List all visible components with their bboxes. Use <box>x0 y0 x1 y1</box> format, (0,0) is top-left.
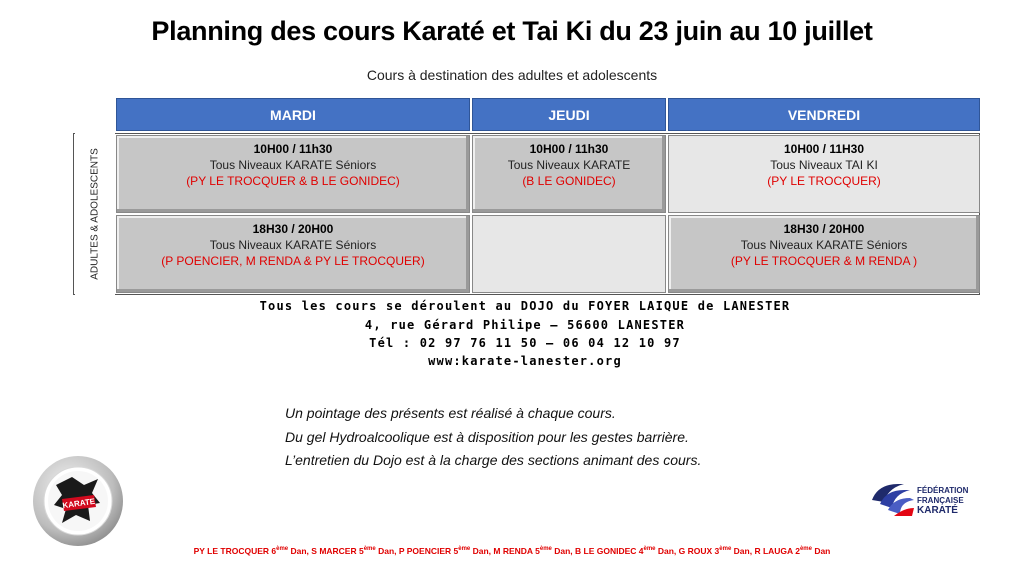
footer-text: Dan, M RENDA 5 <box>470 546 540 556</box>
footer-sup: ème <box>643 546 656 553</box>
dojo-phone: Tél : 02 97 76 11 50 – 06 04 12 10 97 <box>369 336 681 350</box>
club-logo <box>32 455 124 547</box>
cell-level: Tous Niveaux TAI KI <box>770 158 878 172</box>
cell-teachers: (PY LE TROCQUER) <box>767 174 881 188</box>
cell-mardi-evening <box>116 215 470 293</box>
note-cleaning: L’entretien du Dojo est à la charge des sections animant des cours. <box>285 452 702 468</box>
cell-jeudi-morning <box>472 135 666 213</box>
footer-sup: ème <box>458 546 471 553</box>
note-attendance: Un pointage des présents est réalisé à chaque cours. <box>285 405 616 421</box>
cell-vendredi-morning <box>668 135 980 213</box>
ffk-line3: KARATÉ <box>917 505 958 516</box>
cell-time: 18H30 / 20H00 <box>783 222 865 236</box>
footer-sup: ème <box>276 546 289 553</box>
day-header-vendredi: VENDREDI <box>668 98 980 131</box>
ffk-wordmark <box>917 486 968 516</box>
page-subtitle: Cours à destination des adultes et adolescents <box>366 67 658 83</box>
footer-sup: ème <box>799 546 812 553</box>
footer-sup: ème <box>363 546 376 553</box>
footer-sup: ème <box>719 546 732 553</box>
ffk-line1: FÉDÉRATION <box>917 486 969 495</box>
day-header-mardi: MARDI <box>116 98 470 131</box>
cell-teachers: (B LE GONIDEC) <box>522 174 616 188</box>
row-header-blank <box>32 133 74 295</box>
footer-text: Dan, G ROUX 3 <box>655 546 720 556</box>
footer-text: Dan, B LE GONIDEC 4 <box>551 546 644 556</box>
ffk-line2: FRANÇAISE <box>917 496 964 505</box>
note-gel: Du gel Hydroalcoolique est à disposition pour les gestes barrière. <box>285 429 689 445</box>
cell-teachers: (PY LE TROCQUER & M RENDA ) <box>730 254 918 268</box>
club-logo-text: KARATE <box>61 496 96 511</box>
footer-text: Dan, S MARCER 5 <box>288 546 364 556</box>
footer-text: PY LE TROCQUER 6 <box>193 546 277 556</box>
cell-time: 10H00 / 11h30 <box>529 142 609 156</box>
cell-level: Tous Niveaux KARATE Séniors <box>209 158 377 172</box>
cell-time: 18H30 / 20H00 <box>252 222 334 236</box>
cell-jeudi-evening-empty <box>472 215 666 293</box>
footer-text: Dan, R LAUGA 2 <box>731 546 800 556</box>
cell-time: 10H00 / 11h30 <box>253 142 333 156</box>
row-label: ADULTES & ADOLESCENTS <box>89 148 101 280</box>
cell-level: Tous Niveaux KARATE Séniors <box>209 238 377 252</box>
footer-sup: ème <box>539 546 552 553</box>
dojo-website: www:karate-lanester.org <box>428 354 622 368</box>
cell-level: Tous Niveaux KARATE <box>507 158 631 172</box>
cell-time: 10H00 / 11H30 <box>783 142 865 156</box>
cell-teachers: (P POENCIER, M RENDA & PY LE TROCQUER) <box>161 254 425 268</box>
cell-level: Tous Niveaux KARATE Séniors <box>740 238 908 252</box>
dojo-address: 4, rue Gérard Philipe – 56600 LANESTER <box>364 318 686 332</box>
cell-mardi-morning <box>116 135 470 213</box>
footer-text: Dan, P POENCIER 5 <box>375 546 459 556</box>
footer-text: Dan <box>811 546 831 556</box>
cell-vendredi-evening <box>668 215 980 293</box>
cell-teachers: (PY LE TROCQUER & B LE GONIDEC) <box>186 174 400 188</box>
page-title: Planning des cours Karaté et Tai Ki du 23 juin au 10 juillet <box>151 16 873 46</box>
teachers-grades-footer <box>0 546 1024 556</box>
day-header-jeudi: JEUDI <box>472 98 666 131</box>
dojo-location: Tous les cours se déroulent au DOJO du FOYER LAIQUE de LANESTER <box>259 299 791 313</box>
